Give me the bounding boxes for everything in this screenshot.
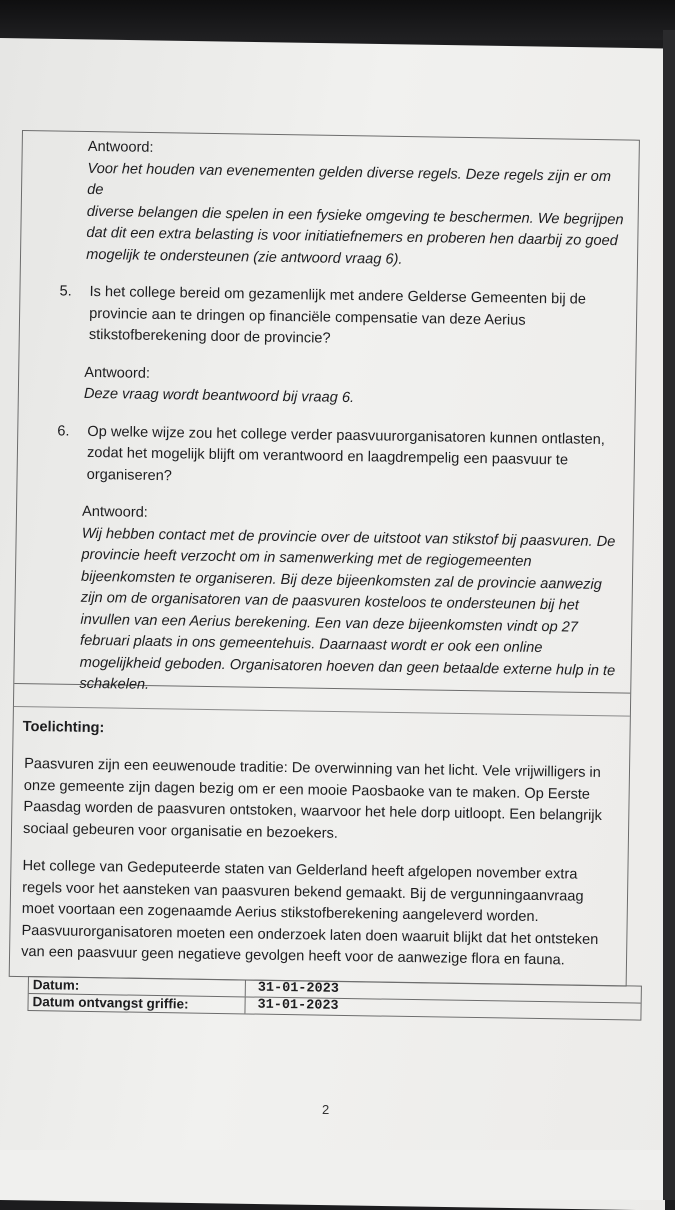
question-text	[87, 421, 616, 494]
toelichting-paragraph-1	[23, 754, 610, 849]
question-5	[31, 281, 632, 355]
answer-block-1	[86, 158, 628, 274]
text-line: Paasdag worden de paasvuren ontstoken, waarvoor het hele dorp uitloopt. Een belangrijk	[23, 798, 602, 825]
text-line: moet voortaan een zogenaamde Aerius stikstofberekening aangeleverd worden.	[21, 900, 539, 926]
text-line: mogelijkheid geboden. Organisatoren hoeven dan geen betaalde externe hulp in te	[79, 654, 616, 679]
answer-label: Antwoord:	[87, 138, 154, 156]
date-value: 31-01-2023	[257, 980, 339, 997]
date-label: Datum:	[29, 977, 246, 996]
document-page-bottom	[0, 1150, 675, 1200]
question-6	[29, 420, 630, 494]
question-number: 5.	[59, 283, 72, 300]
date-value: 31-01-2023	[257, 997, 339, 1014]
text-line: dat dit een extra belasting is voor initiatiefnemers en proberen hen daarbij zo goed	[86, 224, 618, 250]
text-line: zodat het mogelijk blijft om verantwoord en laagdrempelig een paasvuur te	[86, 444, 569, 469]
answer-block-6	[79, 523, 622, 703]
document-content	[21, 136, 634, 973]
text-line: Is het college bereid om gezamenlijk met andere Gelderse Gemeenten bij de	[89, 283, 587, 308]
text-line: Paasvuren zijn een eeuwenoude traditie: De overwinning van het licht. Vele vrijwilligers in	[24, 755, 601, 781]
text-line: bijeenkomsten te organiseren. Bij deze bijeenkomsten zal de provincie aanwezig	[80, 568, 602, 593]
text-line: provincie aan te dringen op financiële compensatie van deze Aerius	[89, 305, 526, 329]
question-number: 6.	[57, 422, 70, 440]
text-line: stikstofberekening door de provincie?	[88, 326, 331, 347]
text-line: sociaal gebeuren voor organisatie en bezoekers.	[22, 820, 338, 842]
text-line: mogelijk te ondersteunen (zie antwoord vraag 6).	[86, 246, 403, 268]
text-line: regels voor het aansteken van paasvuren bekend gemaakt. Bij de vergunningaanvraag	[22, 879, 584, 905]
text-line: Op welke wijze zou het college verder paasvuurorganisatoren kunnen ontlasten,	[87, 423, 606, 448]
monitor-bezel	[0, 0, 675, 40]
text-line: organiseren?	[86, 466, 173, 484]
monitor-edge	[663, 30, 675, 1200]
toelichting-heading: Toelichting:	[22, 718, 105, 736]
answer-label: Antwoord:	[84, 364, 151, 382]
question-text	[89, 282, 618, 355]
text-line: schakelen.	[79, 675, 150, 693]
text-line: februari plaats in ons gemeentehuis. Daarnaast wordt er ook een online	[79, 632, 543, 657]
answer-block-5: Deze vraag wordt beantwoord bij vraag 6.	[83, 385, 355, 407]
page-number: 2	[322, 1102, 330, 1117]
text-line: onze gemeente zijn dagen bezig om er een mooie Paosbaoke van te maken. Op Eerste	[23, 777, 591, 803]
text-line: zijn om de organisatoren van de paasvuren kosteloos te ondersteunen bij het	[80, 589, 579, 614]
text-line: van een paasvuur geen negatieve gevolgen heeft voor de aanwezige flora en fauna.	[21, 943, 565, 969]
toelichting-paragraph-2	[21, 856, 609, 973]
text-line: invullen van een Aerius berekening. Een van deze bijeenkomsten vindt op 27	[80, 611, 579, 636]
text-line: Voor het houden van evenementen gelden diverse regels. Deze regels zijn er om de	[87, 160, 612, 199]
text-line: provincie heeft verzocht om in samenwerking met de regiogemeenten	[81, 546, 532, 570]
text-line: Paasvuurorganisatoren moeten een onderzoek laten doen waaruit blijkt dat het ontsteken	[21, 922, 599, 948]
text-line: Wij hebben contact met de provincie over de uitstoot van stikstof bij paasvuren. De	[81, 525, 616, 550]
date-label: Datum ontvangst griffie:	[28, 994, 245, 1013]
text-line: diverse belangen die spelen in een fysieke omgeving te beschermen. We begrijpen	[86, 203, 624, 228]
text-line: Het college van Gedeputeerde staten van Gelderland heeft afgelopen november extra	[22, 857, 578, 883]
answer-label: Antwoord:	[81, 503, 148, 521]
